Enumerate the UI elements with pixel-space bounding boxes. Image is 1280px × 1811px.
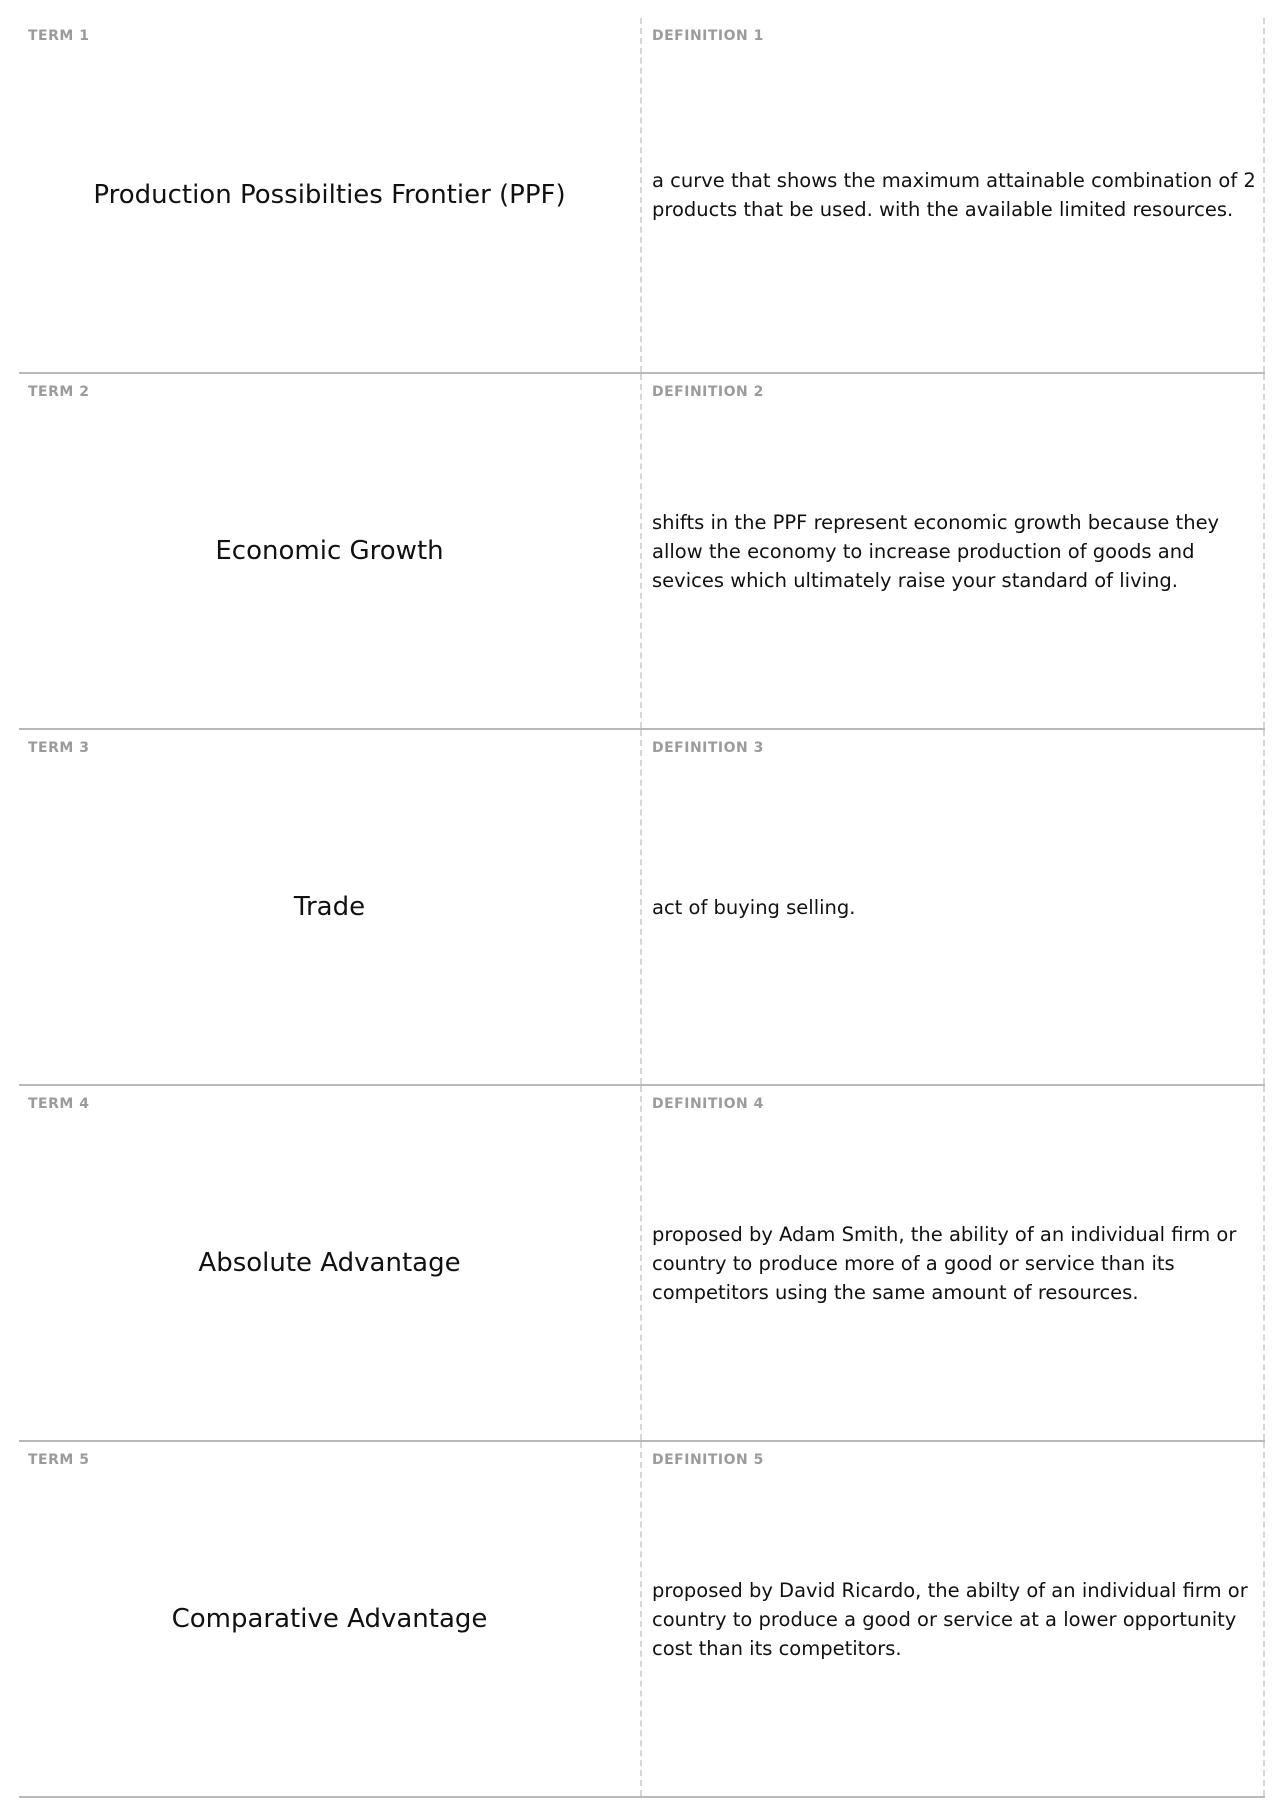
flashcard-row [19,374,1265,730]
definition-text: proposed by Adam Smith, the ability of an individual firm or country to produce more of a good or service than its competitors using the same amount of resources. [652,1222,1237,1304]
term-cell [19,1442,642,1796]
definition-label: DEFINITION 3 [652,740,764,756]
term-text: Production Possibilties Frontier (PPF) [93,180,566,210]
flashcard-row [19,1442,1265,1798]
flashcard-row [19,730,1265,1086]
definition-cell [642,18,1265,372]
term-label: TERM 2 [28,384,90,400]
definition-text: act of buying selling. [652,895,856,919]
definition-label: DEFINITION 4 [652,1096,764,1112]
term-text: Comparative Advantage [171,1604,488,1634]
term-text: Economic Growth [215,536,444,566]
term-cell [19,730,642,1084]
definition-text: shifts in the PPF represent economic growth because they allow the economy to increase production of goods and sevices which ultimately raise your standard of living. [652,510,1220,592]
definition-cell [642,374,1265,728]
term-label: TERM 3 [28,740,90,756]
flashcard-row [19,1086,1265,1442]
term-cell [19,18,642,372]
definition-text: proposed by David Ricardo, the abilty of an individual firm or country to produce a good or service at a lower opportunity cost than its competitors. [652,1578,1248,1660]
term-label: TERM 1 [28,28,90,44]
definition-cell [642,1442,1265,1796]
definition-label: DEFINITION 5 [652,1452,764,1468]
definition-text: a curve that shows the maximum attainable combination of 2 products that be used. with the available limited resources. [652,169,1256,221]
term-text: Trade [293,892,366,922]
term-label: TERM 4 [28,1096,90,1112]
term-label: TERM 5 [28,1452,90,1468]
term-cell [19,1086,642,1440]
definition-cell [642,1086,1265,1440]
definition-label: DEFINITION 2 [652,384,764,400]
flashcard-sheet [19,18,1265,1798]
definition-label: DEFINITION 1 [652,28,764,44]
definition-cell [642,730,1265,1084]
flashcard-row [19,18,1265,374]
term-text: Absolute Advantage [198,1248,461,1278]
term-cell [19,374,642,728]
